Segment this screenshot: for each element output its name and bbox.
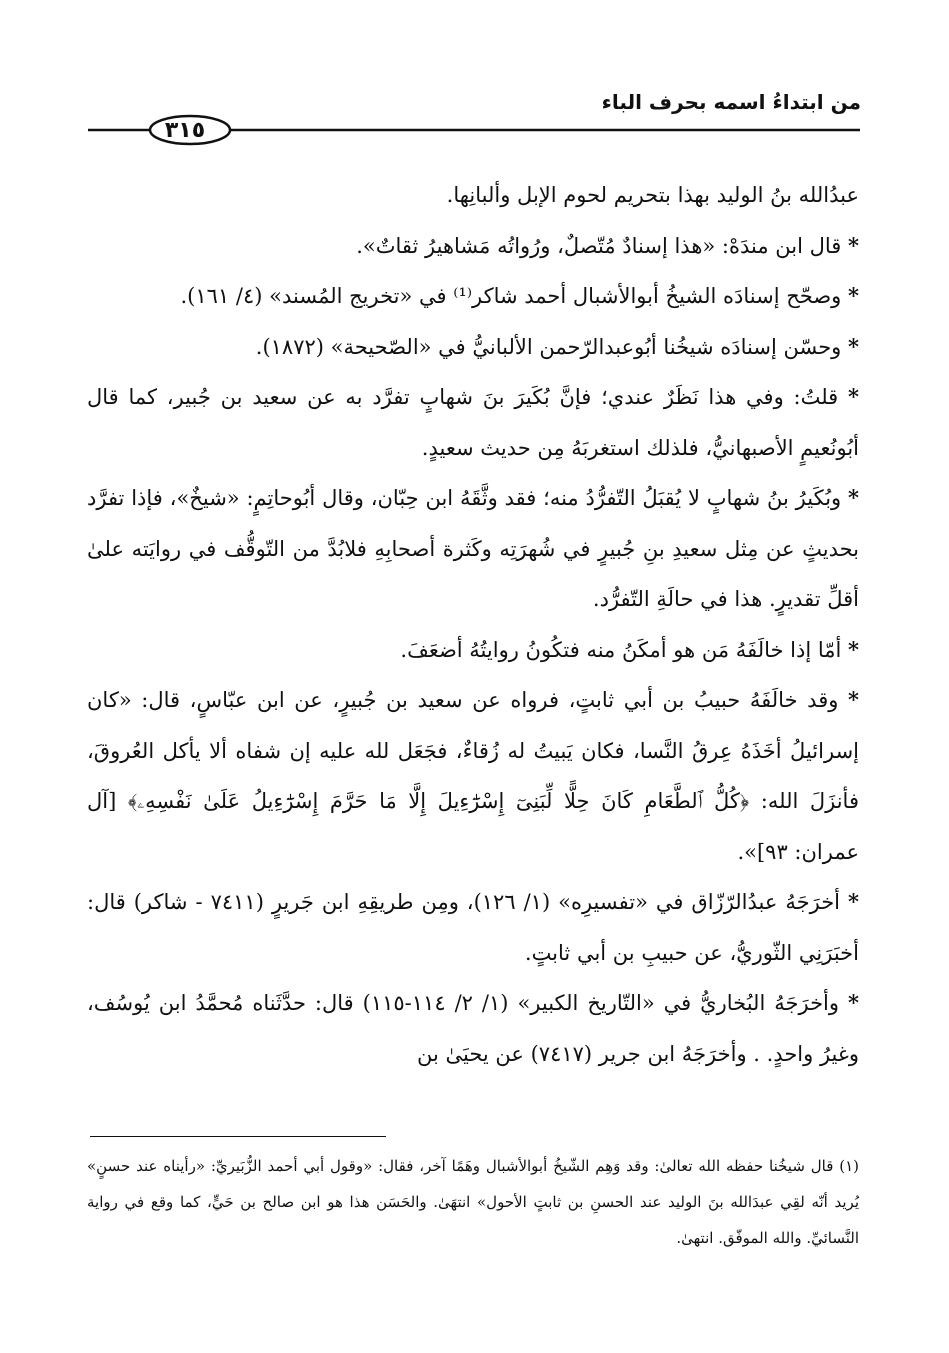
paragraph: * أخرَجَهُ عبدُالرّزّاق في «تفسيرِه» (١/ ١٢٦)، ومِن طريقِهِ ابن جَريرٍ (٧٤١١ - شاكر) قال: أخبَرَنِي الثّوريُّ، عن حبيبِ بن أبي ثابتٍ.	[87, 889, 859, 965]
paragraph: * وصحّح إسنادَه الشيخُ أبوالأشبال أحمد شاكر⁽¹⁾ في «تخريج المُسند» (٤/ ١٦١).	[180, 283, 859, 308]
paragraph: عبدُالله بنُ الوليد بهذا بتحريم لحوم الإبل وألبانِها.	[446, 183, 859, 207]
main-text	[87, 170, 859, 1079]
footnotes	[87, 1148, 859, 1256]
paragraph: * وحسّن إسنادَه شيخُنا أبُوعبدالرّحمن الألبانيُّ في «الصّحيحة» (١٨٧٢).	[255, 333, 859, 359]
footnote: (١) قال شيخُنا حفظه الله تعالىٰ: وقد وَهِم الشّيخُ أبوالأشبال وهَمًا آخر، فقال: «وقول أبي أحمد الزُّبَيريِّ: «رأيناه عند حسنٍ» يُريد أنّه لقِي عبدَالله بنَ الوليد عند الحسنِ بن ثابتٍ الأحول» انتهَىٰ. والحَسَن هذا هو ابن صالح بن حَيٍّ، كما وقع في رواية النَّسائيِّ. والله الموفّق. انتهىٰ.	[87, 1157, 859, 1247]
paragraph: * قال ابن مندَهْ: «هذا إسنادٌ مُتّصلٌ، ورُواتُه مَشاهيرُ ثقاتٌ».	[356, 232, 859, 258]
footnote-separator	[90, 1136, 386, 1137]
paragraph: * وأخرَجَهُ البُخاريُّ في «التّاريخ الكبير» (١/ ٢/ ١١٤-١١٥) قال: حدَّثَناه مُحمَّدُ ابن يُوسُف، وغيرُ واحدٍ. . وأخرَجَهُ ابن جرير (٧٤١٧) عن يحيَىٰ بن	[87, 990, 859, 1066]
paragraph: * أمّا إذا خالَفَهُ مَن هو أمكَنُ منه فتكُونُ روايتُهُ أضعَفَ.	[400, 636, 859, 662]
paragraph: * قلتُ: وفي هذا نَظَرٌ عندي؛ فإنَّ بُكَيرَ بنَ شهابٍ تفرَّد به عن سعيد بن جُبير، كما قال أبُونُعيمٍ الأصبهانيُّ، فلذلك استغربَهُ مِن حديث سعيدٍ.	[87, 384, 859, 460]
paragraph: * وبُكَيرُ بنُ شهابٍ لا يُقبَلُ التّفرُّدُ منه؛ فقد وثَّقَهُ ابن حِبّان، وقال أبُوحاتِمٍ: «شيخٌ»، فإذا تفرَّد بحديثٍ عن مِثل سعيدِ بنِ جُبيرٍ في شُهرَتِه وكَثرة أصحابِهِ فلابُدَّ من التّوقُّف في روايَته علىٰ أقلِّ تقديرٍ. هذا في حالَةِ التّفرُّد.	[87, 485, 859, 611]
paragraph: * وقد خالَفَهُ حبيبُ بن أبي ثابتٍ، فرواه عن سعيد بن جُبيرٍ، عن ابن عبّاسٍ، قال: «كان إسرائيلُ أخَذَهُ عِرقُ النَّسا، فكان يَبيتُ له زُقاءٌ، فجَعَل لله عليه إن شفاه ألا يأكل العُروقَ، فأنزَلَ الله: ﴿كُلُّ ٱلطَّعَامِ كَانَ حِلًّا لِّبَنِىٓ إِسْرَٰٓءِيلَ إِلَّا مَا حَرَّمَ إِسْرَٰٓءِيلُ عَلَىٰ نَفْسِهِۦ﴾ [آل عمران: ٩٣]».	[87, 687, 859, 864]
page-number: ٣١٥	[164, 118, 206, 143]
running-header-title: من ابتداءُ اسمه بحرف الباء	[601, 90, 861, 114]
